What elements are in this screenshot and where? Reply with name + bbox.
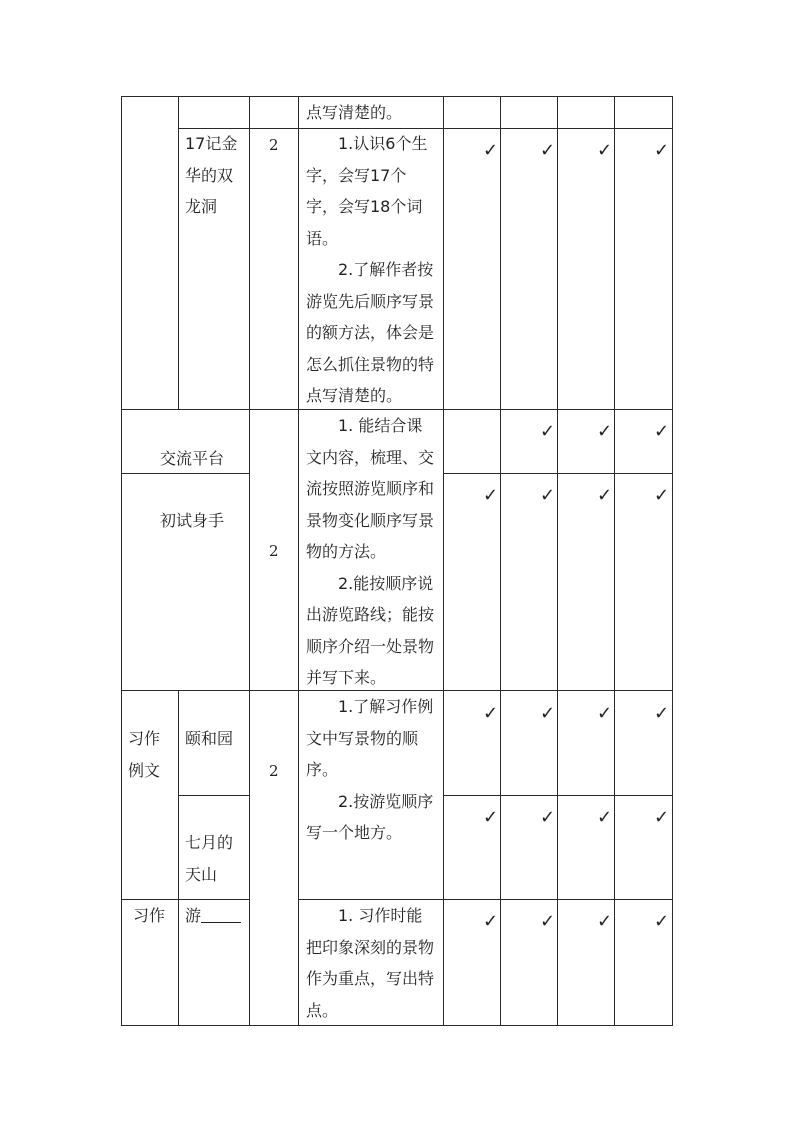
check-mark: ✓ bbox=[654, 140, 670, 161]
check-mark: ✓ bbox=[597, 421, 613, 442]
content-text: 1. 能结合课 bbox=[338, 416, 423, 435]
content-text: 点写清楚的。 bbox=[306, 386, 403, 405]
content-text: 作为重点，写出特 bbox=[306, 969, 435, 988]
content-text: 语。 bbox=[306, 229, 339, 248]
section-label: 例文 bbox=[128, 761, 161, 780]
class-hours: 2 bbox=[269, 762, 279, 780]
check-mark: ✓ bbox=[540, 911, 556, 932]
content-text: 1.认识6个生 bbox=[338, 134, 428, 153]
lesson-title: 天山 bbox=[185, 865, 218, 884]
check-mark: ✓ bbox=[540, 485, 556, 506]
col-divider bbox=[500, 96, 501, 1026]
check-mark: ✓ bbox=[483, 140, 499, 161]
content-text: 2.能按顺序说 bbox=[338, 574, 434, 593]
check-mark: ✓ bbox=[654, 485, 670, 506]
col-divider bbox=[557, 96, 558, 1026]
row-divider bbox=[443, 795, 673, 796]
check-mark: ✓ bbox=[483, 911, 499, 932]
content-text: 字，会写18个词 bbox=[306, 197, 423, 216]
content-text: 1. 习作时能 bbox=[338, 906, 423, 925]
content-text: 2.按游览顺序 bbox=[338, 792, 434, 811]
lesson-title: 17记金 bbox=[185, 134, 238, 153]
lesson-title bbox=[185, 900, 241, 932]
check-mark: ✓ bbox=[540, 703, 556, 724]
content-text: 并写下来。 bbox=[306, 668, 387, 687]
check-mark: ✓ bbox=[654, 807, 670, 828]
col-divider bbox=[249, 96, 250, 1026]
check-mark: ✓ bbox=[540, 807, 556, 828]
class-hours: 2 bbox=[269, 136, 279, 154]
content-text: 2.了解作者按 bbox=[338, 260, 434, 279]
table-border-left bbox=[121, 96, 122, 1026]
check-mark: ✓ bbox=[597, 140, 613, 161]
check-mark: ✓ bbox=[597, 911, 613, 932]
content-text: 写一个地方。 bbox=[306, 823, 403, 842]
lesson-title: 龙洞 bbox=[185, 197, 218, 216]
row-divider bbox=[178, 795, 249, 796]
section-label: 初试身手 bbox=[160, 511, 225, 530]
content-text: 点。 bbox=[306, 1001, 339, 1020]
content-text: 把印象深刻的景物 bbox=[306, 938, 435, 957]
content-text: 顺序介绍一处景物 bbox=[306, 637, 435, 656]
check-mark: ✓ bbox=[540, 421, 556, 442]
content-text: 怎么抓住景物的特 bbox=[306, 355, 435, 374]
section-label: 习作 bbox=[128, 729, 161, 748]
content-text: 流按照游览顺序和 bbox=[306, 479, 435, 498]
check-mark: ✓ bbox=[597, 703, 613, 724]
check-mark: ✓ bbox=[597, 807, 613, 828]
col-divider bbox=[298, 96, 299, 1026]
content-text: 文中写景物的顺 bbox=[306, 729, 419, 748]
row-divider bbox=[443, 473, 673, 474]
col-divider bbox=[178, 690, 179, 1026]
content-text: 序。 bbox=[306, 760, 339, 779]
col-divider bbox=[443, 96, 444, 1026]
check-mark: ✓ bbox=[597, 485, 613, 506]
section-label: 交流平台 bbox=[160, 449, 225, 468]
content-text: 游览先后顺序写景 bbox=[306, 292, 435, 311]
check-mark: ✓ bbox=[483, 807, 499, 828]
content-text: 的额方法，体会是 bbox=[306, 323, 435, 342]
writing-topic-prefix: 游 bbox=[185, 906, 202, 925]
check-mark: ✓ bbox=[540, 140, 556, 161]
col-divider bbox=[614, 96, 615, 1026]
check-mark: ✓ bbox=[483, 485, 499, 506]
section-label: 习作 bbox=[133, 906, 166, 925]
check-mark: ✓ bbox=[654, 911, 670, 932]
content-text: 1.了解习作例 bbox=[338, 697, 434, 716]
lesson-title: 七月的 bbox=[185, 833, 234, 852]
table-border-right bbox=[672, 96, 673, 1026]
lesson-title: 华的双 bbox=[185, 166, 234, 185]
content-text: 点写清楚的。 bbox=[306, 103, 403, 122]
content-text: 文内容，梳理、交 bbox=[306, 448, 435, 467]
blank-underline bbox=[201, 906, 241, 923]
content-text: 字，会写17个 bbox=[306, 166, 407, 185]
lesson-title: 颐和园 bbox=[185, 729, 234, 748]
table-border-bottom bbox=[121, 1025, 673, 1026]
content-text: 物的方法。 bbox=[306, 542, 387, 561]
class-hours: 2 bbox=[269, 542, 279, 560]
content-text: 出游览路线；能按 bbox=[306, 605, 435, 624]
check-mark: ✓ bbox=[654, 703, 670, 724]
check-mark: ✓ bbox=[483, 703, 499, 724]
check-mark: ✓ bbox=[654, 421, 670, 442]
col-divider bbox=[178, 96, 179, 410]
content-text: 景物变化顺序写景 bbox=[306, 511, 435, 530]
